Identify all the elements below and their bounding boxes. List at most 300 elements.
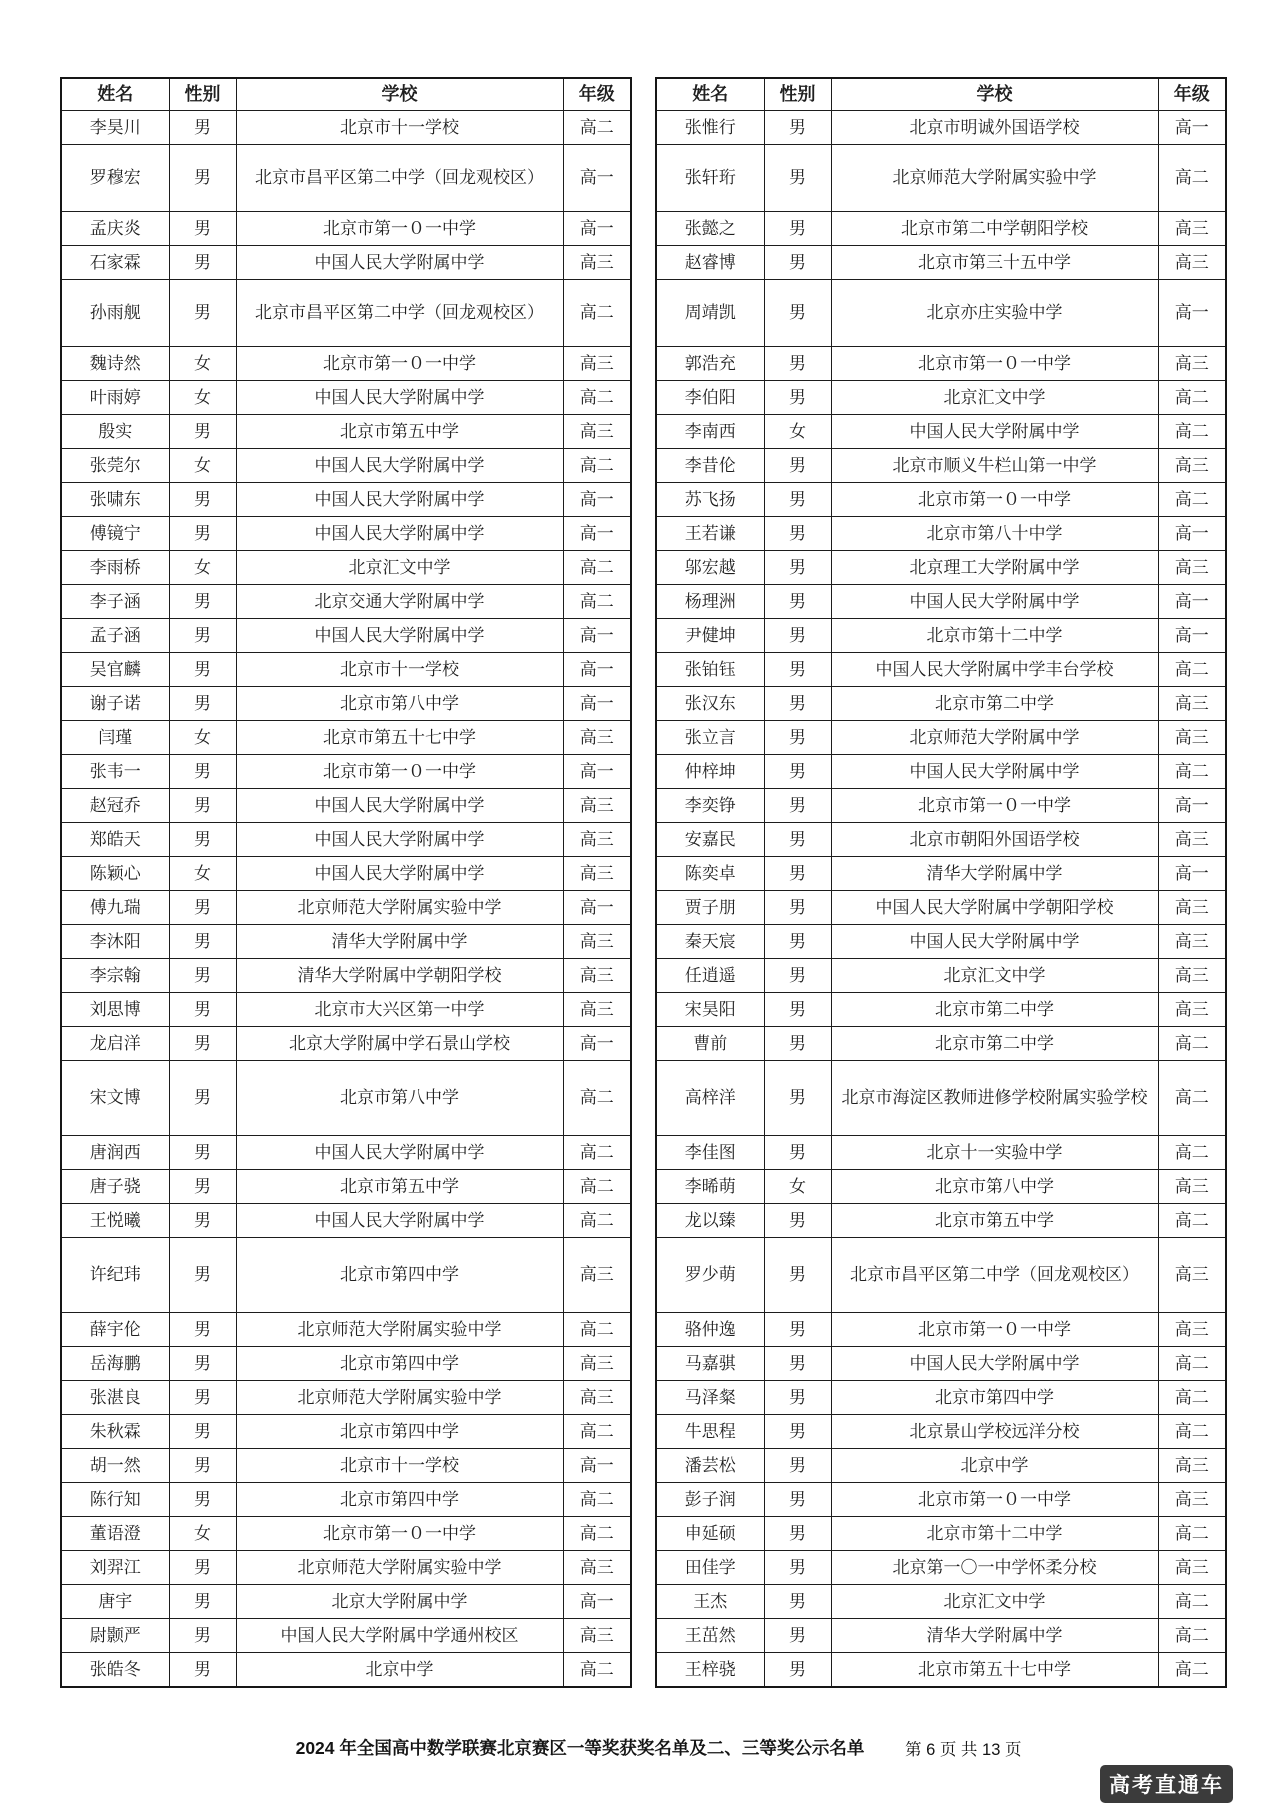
cell-school: 北京市第一０一中学 <box>831 789 1158 823</box>
cell-grade: 高二 <box>563 585 631 619</box>
cell-gender: 男 <box>169 993 236 1027</box>
cell-gender: 男 <box>169 246 236 280</box>
cell-school: 北京市第十二中学 <box>831 1517 1158 1551</box>
cell-grade: 高三 <box>1158 1449 1226 1483</box>
cell-name: 田佳学 <box>656 1551 764 1585</box>
cell-name: 李昔伦 <box>656 449 764 483</box>
cell-gender: 男 <box>169 1027 236 1061</box>
cell-school: 中国人民大学附属中学 <box>236 483 563 517</box>
cell-name: 陈颖心 <box>61 857 169 891</box>
table-row <box>656 1517 1226 1551</box>
cell-name: 朱秋霖 <box>61 1415 169 1449</box>
cell-name: 李沐阳 <box>61 925 169 959</box>
cell-school: 北京师范大学附属实验中学 <box>831 145 1158 212</box>
cell-gender: 男 <box>764 721 831 755</box>
cell-school: 北京市第五中学 <box>236 1170 563 1204</box>
cell-gender: 男 <box>764 1347 831 1381</box>
cell-gender: 男 <box>764 687 831 721</box>
cell-name: 宋文博 <box>61 1061 169 1136</box>
cell-school: 北京市顺义牛栏山第一中学 <box>831 449 1158 483</box>
cell-grade: 高三 <box>563 721 631 755</box>
cell-grade: 高一 <box>563 1449 631 1483</box>
table-row <box>656 280 1226 347</box>
cell-name: 岳海鹏 <box>61 1347 169 1381</box>
cell-name: 李南西 <box>656 415 764 449</box>
cell-school: 北京市第二中学朝阳学校 <box>831 212 1158 246</box>
table-row <box>656 1027 1226 1061</box>
column-header-school: 学校 <box>831 78 1158 111</box>
cell-grade: 高三 <box>563 823 631 857</box>
cell-gender: 男 <box>169 415 236 449</box>
table-row <box>656 1061 1226 1136</box>
table-row <box>61 246 631 280</box>
cell-gender: 男 <box>764 959 831 993</box>
cell-grade: 高一 <box>563 483 631 517</box>
cell-grade: 高三 <box>563 1551 631 1585</box>
table-row <box>656 1483 1226 1517</box>
table-row <box>61 415 631 449</box>
cell-school: 北京第一〇一中学怀柔分校 <box>831 1551 1158 1585</box>
cell-name: 龙启洋 <box>61 1027 169 1061</box>
cell-grade: 高三 <box>1158 1483 1226 1517</box>
table-row <box>61 1061 631 1136</box>
cell-school: 清华大学附属中学 <box>831 1619 1158 1653</box>
cell-name: 杨理洲 <box>656 585 764 619</box>
table-row <box>656 857 1226 891</box>
cell-grade: 高二 <box>1158 415 1226 449</box>
cell-gender: 男 <box>169 483 236 517</box>
cell-school: 北京中学 <box>831 1449 1158 1483</box>
cell-grade: 高三 <box>1158 246 1226 280</box>
table-row <box>656 145 1226 212</box>
table-row <box>61 1619 631 1653</box>
cell-gender: 男 <box>764 381 831 415</box>
cell-gender: 男 <box>764 1483 831 1517</box>
cell-name: 许纪玮 <box>61 1238 169 1313</box>
cell-name: 王梓骁 <box>656 1653 764 1688</box>
cell-school: 北京亦庄实验中学 <box>831 280 1158 347</box>
cell-grade: 高三 <box>1158 212 1226 246</box>
table-row <box>61 721 631 755</box>
cell-name: 张莞尔 <box>61 449 169 483</box>
cell-school: 北京市第五十七中学 <box>236 721 563 755</box>
cell-grade: 高二 <box>563 449 631 483</box>
cell-name: 马泽粲 <box>656 1381 764 1415</box>
table-row <box>61 1551 631 1585</box>
cell-grade: 高一 <box>1158 789 1226 823</box>
cell-grade: 高二 <box>1158 653 1226 687</box>
cell-name: 李子涵 <box>61 585 169 619</box>
table-row <box>656 925 1226 959</box>
cell-school: 北京市第八中学 <box>236 687 563 721</box>
cell-school: 北京汇文中学 <box>831 1585 1158 1619</box>
cell-school: 北京市第八十中学 <box>831 517 1158 551</box>
footer-title: 2024 年全国高中数学联赛北京赛区一等奖获奖名单及二、三等奖公示名单 <box>295 1738 865 1758</box>
cell-gender: 男 <box>169 687 236 721</box>
cell-school: 中国人民大学附属中学 <box>236 449 563 483</box>
cell-school: 北京市第四中学 <box>236 1483 563 1517</box>
table-row <box>61 1653 631 1688</box>
cell-gender: 男 <box>764 857 831 891</box>
cell-grade: 高二 <box>1158 145 1226 212</box>
cell-gender: 女 <box>169 381 236 415</box>
cell-name: 牛思程 <box>656 1415 764 1449</box>
cell-grade: 高三 <box>563 415 631 449</box>
table-row <box>61 755 631 789</box>
cell-gender: 男 <box>169 212 236 246</box>
cell-grade: 高一 <box>1158 857 1226 891</box>
cell-name: 王茁然 <box>656 1619 764 1653</box>
cell-name: 罗穆宏 <box>61 145 169 212</box>
cell-school: 中国人民大学附属中学 <box>236 381 563 415</box>
cell-grade: 高二 <box>1158 1585 1226 1619</box>
cell-name: 郭浩充 <box>656 347 764 381</box>
cell-gender: 男 <box>764 449 831 483</box>
table-row <box>61 212 631 246</box>
cell-gender: 男 <box>764 993 831 1027</box>
cell-school: 北京师范大学附属实验中学 <box>236 1551 563 1585</box>
cell-grade: 高二 <box>1158 1204 1226 1238</box>
cell-gender: 男 <box>764 1517 831 1551</box>
cell-grade: 高一 <box>1158 111 1226 145</box>
cell-name: 秦天宸 <box>656 925 764 959</box>
cell-gender: 男 <box>169 1653 236 1688</box>
cell-name: 张立言 <box>656 721 764 755</box>
table-row <box>656 585 1226 619</box>
cell-grade: 高三 <box>563 1238 631 1313</box>
cell-grade: 高一 <box>563 212 631 246</box>
cell-school: 中国人民大学附属中学 <box>236 517 563 551</box>
cell-grade: 高三 <box>1158 1551 1226 1585</box>
cell-school: 北京师范大学附属实验中学 <box>236 1381 563 1415</box>
cell-grade: 高二 <box>1158 483 1226 517</box>
cell-school: 中国人民大学附属中学 <box>831 415 1158 449</box>
cell-name: 曹前 <box>656 1027 764 1061</box>
cell-grade: 高三 <box>1158 925 1226 959</box>
cell-grade: 高二 <box>1158 1653 1226 1688</box>
cell-name: 郑皓天 <box>61 823 169 857</box>
table-row <box>61 789 631 823</box>
cell-gender: 男 <box>169 925 236 959</box>
cell-grade: 高二 <box>563 1170 631 1204</box>
cell-school: 中国人民大学附属中学 <box>831 755 1158 789</box>
table-row <box>61 993 631 1027</box>
table-row <box>61 449 631 483</box>
cell-name: 唐润西 <box>61 1136 169 1170</box>
cell-name: 吴官麟 <box>61 653 169 687</box>
cell-school: 北京市第一０一中学 <box>236 755 563 789</box>
cell-gender: 男 <box>764 585 831 619</box>
cell-grade: 高一 <box>563 687 631 721</box>
cell-grade: 高三 <box>1158 347 1226 381</box>
cell-name: 贾子朋 <box>656 891 764 925</box>
cell-gender: 男 <box>169 959 236 993</box>
cell-name: 傅镜宁 <box>61 517 169 551</box>
table-row <box>656 1381 1226 1415</box>
cell-grade: 高二 <box>563 381 631 415</box>
cell-gender: 男 <box>169 1347 236 1381</box>
award-table-left <box>60 77 632 1688</box>
cell-gender: 男 <box>764 212 831 246</box>
cell-grade: 高三 <box>1158 551 1226 585</box>
cell-grade: 高三 <box>1158 721 1226 755</box>
cell-school: 中国人民大学附属中学朝阳学校 <box>831 891 1158 925</box>
cell-name: 孙雨舰 <box>61 280 169 347</box>
cell-school: 北京大学附属中学石景山学校 <box>236 1027 563 1061</box>
cell-school: 北京市明诚外国语学校 <box>831 111 1158 145</box>
cell-name: 唐子骁 <box>61 1170 169 1204</box>
award-table-right <box>655 77 1227 1688</box>
cell-grade: 高二 <box>1158 1415 1226 1449</box>
cell-grade: 高一 <box>563 1585 631 1619</box>
table-row <box>61 959 631 993</box>
cell-school: 中国人民大学附属中学丰台学校 <box>831 653 1158 687</box>
cell-school: 北京市十一学校 <box>236 111 563 145</box>
cell-grade: 高二 <box>563 111 631 145</box>
cell-school: 北京交通大学附属中学 <box>236 585 563 619</box>
cell-name: 龙以臻 <box>656 1204 764 1238</box>
cell-grade: 高一 <box>563 517 631 551</box>
cell-name: 李昊川 <box>61 111 169 145</box>
table-row <box>61 1449 631 1483</box>
cell-name: 仲梓坤 <box>656 755 764 789</box>
cell-school: 中国人民大学附属中学 <box>236 1136 563 1170</box>
cell-grade: 高三 <box>1158 891 1226 925</box>
cell-gender: 男 <box>764 1619 831 1653</box>
cell-name: 高梓洋 <box>656 1061 764 1136</box>
cell-name: 任逍遥 <box>656 959 764 993</box>
cell-gender: 男 <box>169 111 236 145</box>
cell-grade: 高一 <box>1158 280 1226 347</box>
cell-school: 北京市第二中学 <box>831 687 1158 721</box>
cell-gender: 男 <box>169 1170 236 1204</box>
cell-name: 张惟行 <box>656 111 764 145</box>
cell-name: 彭子润 <box>656 1483 764 1517</box>
cell-school: 北京师范大学附属实验中学 <box>236 1313 563 1347</box>
table-header-row <box>656 78 1226 111</box>
table-row <box>61 1027 631 1061</box>
cell-name: 王杰 <box>656 1585 764 1619</box>
cell-name: 刘羿江 <box>61 1551 169 1585</box>
cell-gender: 男 <box>764 1381 831 1415</box>
cell-gender: 男 <box>169 1415 236 1449</box>
table-row <box>656 1551 1226 1585</box>
cell-grade: 高三 <box>1158 1313 1226 1347</box>
cell-name: 胡一然 <box>61 1449 169 1483</box>
cell-grade: 高三 <box>563 347 631 381</box>
cell-grade: 高二 <box>563 1204 631 1238</box>
cell-name: 申延硕 <box>656 1517 764 1551</box>
cell-school: 北京市第四中学 <box>236 1238 563 1313</box>
cell-school: 北京市第四中学 <box>236 1347 563 1381</box>
cell-grade: 高一 <box>1158 585 1226 619</box>
cell-grade: 高二 <box>1158 1381 1226 1415</box>
cell-gender: 男 <box>169 1483 236 1517</box>
cell-gender: 男 <box>764 483 831 517</box>
cell-gender: 男 <box>764 246 831 280</box>
cell-grade: 高三 <box>1158 687 1226 721</box>
cell-gender: 男 <box>169 517 236 551</box>
cell-name: 李晞萌 <box>656 1170 764 1204</box>
cell-name: 张啸东 <box>61 483 169 517</box>
cell-name: 殷实 <box>61 415 169 449</box>
cell-name: 张铂钰 <box>656 653 764 687</box>
table-row <box>656 415 1226 449</box>
table-row <box>61 517 631 551</box>
cell-school: 北京市第一０一中学 <box>236 212 563 246</box>
table-row <box>656 1313 1226 1347</box>
cell-gender: 男 <box>764 619 831 653</box>
table-row <box>656 1619 1226 1653</box>
cell-name: 傅九瑞 <box>61 891 169 925</box>
table-row <box>656 1170 1226 1204</box>
table-row <box>656 1449 1226 1483</box>
table-row <box>656 246 1226 280</box>
table-row <box>61 111 631 145</box>
table-row <box>61 1381 631 1415</box>
cell-school: 北京市第四中学 <box>236 1415 563 1449</box>
cell-school: 北京市昌平区第二中学（回龙观校区） <box>831 1238 1158 1313</box>
cell-gender: 男 <box>169 789 236 823</box>
table-row <box>61 619 631 653</box>
cell-grade: 高三 <box>563 1619 631 1653</box>
cell-name: 陈行知 <box>61 1483 169 1517</box>
cell-grade: 高三 <box>1158 993 1226 1027</box>
cell-grade: 高三 <box>563 925 631 959</box>
watermark-label: 高考直通车 <box>1109 1774 1224 1797</box>
cell-name: 赵冠乔 <box>61 789 169 823</box>
cell-name: 唐宇 <box>61 1585 169 1619</box>
cell-grade: 高二 <box>563 551 631 585</box>
table-row <box>61 1483 631 1517</box>
cell-grade: 高三 <box>563 789 631 823</box>
cell-name: 尹健坤 <box>656 619 764 653</box>
cell-grade: 高二 <box>563 1653 631 1688</box>
table-row <box>61 483 631 517</box>
cell-school: 北京市第一０一中学 <box>831 347 1158 381</box>
cell-grade: 高一 <box>1158 517 1226 551</box>
cell-gender: 男 <box>169 1313 236 1347</box>
cell-gender: 男 <box>169 1585 236 1619</box>
cell-school: 北京市昌平区第二中学（回龙观校区） <box>236 145 563 212</box>
cell-gender: 女 <box>169 449 236 483</box>
table-row <box>656 993 1226 1027</box>
cell-name: 闫瑾 <box>61 721 169 755</box>
cell-grade: 高一 <box>563 653 631 687</box>
cell-grade: 高三 <box>563 857 631 891</box>
cell-school: 北京市第五中学 <box>831 1204 1158 1238</box>
cell-grade: 高二 <box>563 1517 631 1551</box>
cell-name: 张轩珩 <box>656 145 764 212</box>
table-row <box>61 891 631 925</box>
table-row <box>656 449 1226 483</box>
cell-grade: 高三 <box>1158 1170 1226 1204</box>
cell-school: 北京市海淀区教师进修学校附属实验学校 <box>831 1061 1158 1136</box>
cell-grade: 高二 <box>563 1136 631 1170</box>
cell-grade: 高三 <box>563 959 631 993</box>
cell-school: 中国人民大学附属中学 <box>236 1204 563 1238</box>
cell-school: 北京汇文中学 <box>236 551 563 585</box>
cell-name: 叶雨婷 <box>61 381 169 415</box>
cell-grade: 高一 <box>1158 619 1226 653</box>
cell-name: 魏诗然 <box>61 347 169 381</box>
cell-gender: 男 <box>764 755 831 789</box>
cell-school: 北京师范大学附属中学 <box>831 721 1158 755</box>
table-row <box>61 551 631 585</box>
cell-grade: 高二 <box>563 1483 631 1517</box>
cell-name: 孟子涵 <box>61 619 169 653</box>
table-row <box>656 823 1226 857</box>
cell-grade: 高二 <box>563 1415 631 1449</box>
cell-grade: 高一 <box>563 755 631 789</box>
cell-gender: 男 <box>764 280 831 347</box>
cell-grade: 高三 <box>1158 449 1226 483</box>
table-row <box>656 1347 1226 1381</box>
cell-gender: 男 <box>169 619 236 653</box>
cell-grade: 高二 <box>1158 1347 1226 1381</box>
table-row <box>656 1238 1226 1313</box>
cell-name: 谢子诺 <box>61 687 169 721</box>
cell-grade: 高一 <box>563 891 631 925</box>
cell-school: 中国人民大学附属中学 <box>831 925 1158 959</box>
cell-school: 北京市昌平区第二中学（回龙观校区） <box>236 280 563 347</box>
cell-gender: 男 <box>169 755 236 789</box>
table-row <box>656 755 1226 789</box>
cell-gender: 女 <box>764 1170 831 1204</box>
cell-gender: 男 <box>764 145 831 212</box>
column-header-school: 学校 <box>236 78 563 111</box>
cell-name: 张皓冬 <box>61 1653 169 1688</box>
cell-school: 北京市第四中学 <box>831 1381 1158 1415</box>
cell-gender: 男 <box>764 789 831 823</box>
cell-school: 北京汇文中学 <box>831 959 1158 993</box>
table-row <box>61 381 631 415</box>
table-row <box>656 347 1226 381</box>
cell-grade: 高三 <box>563 1347 631 1381</box>
table-row <box>61 1136 631 1170</box>
cell-gender: 男 <box>169 891 236 925</box>
cell-gender: 男 <box>764 823 831 857</box>
cell-gender: 男 <box>169 1449 236 1483</box>
cell-name: 苏飞扬 <box>656 483 764 517</box>
cell-gender: 男 <box>764 1204 831 1238</box>
table-row <box>61 1238 631 1313</box>
cell-gender: 女 <box>169 551 236 585</box>
table-row <box>61 347 631 381</box>
cell-grade: 高三 <box>563 1381 631 1415</box>
cell-gender: 男 <box>169 1136 236 1170</box>
cell-name: 李佳图 <box>656 1136 764 1170</box>
cell-school: 中国人民大学附属中学 <box>236 823 563 857</box>
cell-name: 马嘉骐 <box>656 1347 764 1381</box>
cell-gender: 男 <box>764 1027 831 1061</box>
cell-school: 北京市第五中学 <box>236 415 563 449</box>
cell-name: 尉颢严 <box>61 1619 169 1653</box>
cell-name: 安嘉民 <box>656 823 764 857</box>
cell-school: 北京大学附属中学 <box>236 1585 563 1619</box>
cell-school: 北京市第一０一中学 <box>831 1313 1158 1347</box>
cell-name: 张懿之 <box>656 212 764 246</box>
cell-school: 北京十一实验中学 <box>831 1136 1158 1170</box>
cell-school: 北京市第二中学 <box>831 1027 1158 1061</box>
column-header-grade: 年级 <box>1158 78 1226 111</box>
cell-gender: 男 <box>764 1238 831 1313</box>
cell-gender: 女 <box>764 415 831 449</box>
cell-grade: 高二 <box>1158 1136 1226 1170</box>
table-row <box>656 789 1226 823</box>
table-row <box>61 1313 631 1347</box>
cell-school: 北京市第八中学 <box>831 1170 1158 1204</box>
